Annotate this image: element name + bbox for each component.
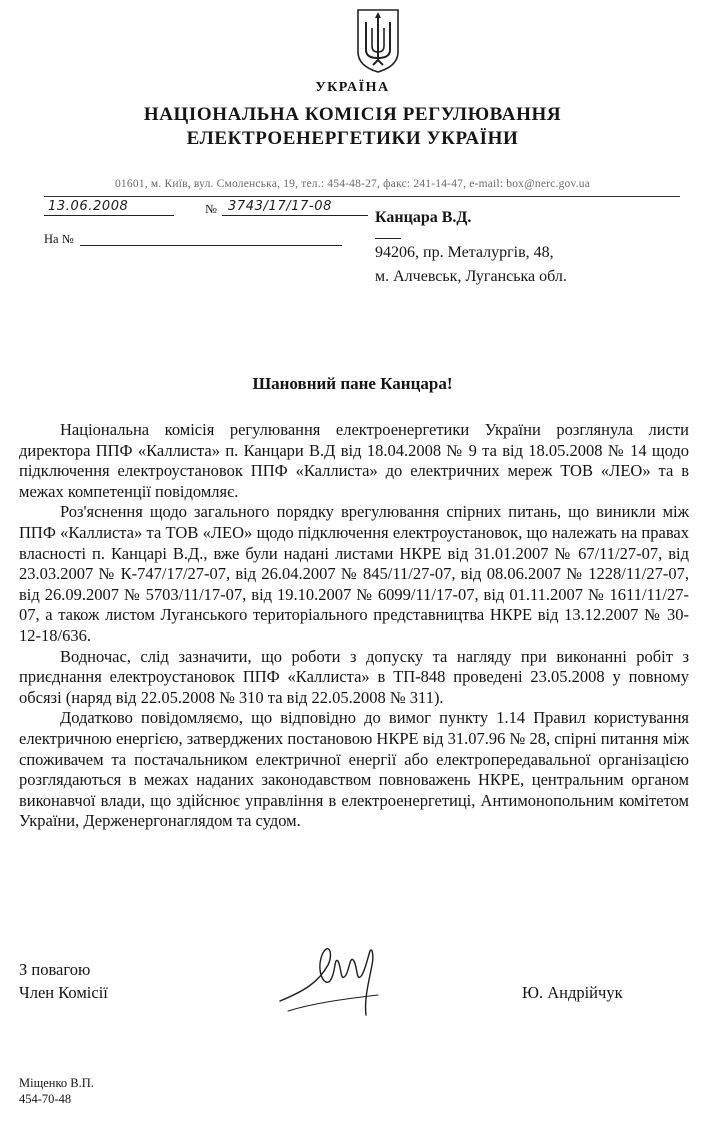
reference-field bbox=[80, 230, 342, 246]
address-line2: м. Алчевськ, Луганська обл. bbox=[375, 268, 567, 285]
address-divider bbox=[375, 238, 401, 239]
header-divider bbox=[44, 196, 680, 197]
contact-details: 01601, м. Київ, вул. Смоленська, 19, тел.: 454-48-27, факс: 241-14-47, e-mail: box@nerc.gov.ua bbox=[114, 178, 591, 190]
body-paragraph: Національна комісія регулювання електроенергетики України розглянула листи директора ППФ «Каллиста» п. Канцари В.Д від 18.04.2008 № 9 та від 18.05.2008 № 14 щодо підключення електроустановок ППФ «Каллиста» до електричних мереж ТОВ «ЛЕО» та в межах компетенції повідомляє. bbox=[19, 420, 689, 501]
signer-name: Ю. Андрійчук bbox=[522, 983, 623, 1002]
address-line1: 94206, пр. Металургів, 48, bbox=[375, 244, 554, 261]
number-field bbox=[222, 200, 368, 216]
tryzub-emblem-icon bbox=[355, 6, 401, 74]
signer-title: Член Комісії bbox=[19, 983, 108, 1002]
body-paragraph: Водночас, слід зазначити, що роботи з допуску та нагляду при виконанні робіт з приєднання електроустановок ППФ «Каллиста» в ТП-848 проведені 23.05.2008 у повному обсязі (наряд від 22.05.2008 № 310 та від 22.05.2008 № 311). bbox=[19, 646, 689, 707]
greeting: Шановний пане Канцара! bbox=[252, 374, 453, 393]
reference-label: На № bbox=[44, 232, 74, 246]
closing-regards: З повагою bbox=[19, 960, 91, 979]
country-name: УКРАЇНА bbox=[315, 80, 390, 95]
date-field bbox=[44, 200, 174, 216]
number-label: № bbox=[205, 202, 217, 216]
letter-body bbox=[19, 420, 689, 832]
body-paragraph: Роз'яснення щодо загального порядку врегулювання спірних питань, що виникли між ППФ «Каллиста» та ТОВ «ЛЕО» щодо підключення електроустановок, що належать на правах власності п. Канцарі В.Д., вже були надані листами НКРЕ від 31.01.2007 № 67/11/27-07, від 23.03.2007 № К-747/17/27-07, від 26.04.2007 № 845/11/27-07, від 08.06.2007 № 1228/11/27-07, від 26.09.2007 № 5703/11/17-07, від 19.10.2007 № 6099/11/17-07, від 01.11.2007 № 1611/11/27-07, а також листом Луганського територіального представництва НКРЕ від 13.12.2007 № 30-12-18/636. bbox=[19, 502, 689, 645]
organization-name-line2: ЕЛЕКТРОЕНЕРГЕТИКИ УКРАЇНИ bbox=[186, 128, 519, 149]
body-paragraph: Додатково повідомляємо, що відповідно до вимог пункту 1.14 Правил користування електричною енергією, затверджених постановою НКРЕ від 31.07.96 № 28, спірні питання між споживачем та постачальником електричної енергії або електропередавальної організацією розглядаються в межах наданих законодавством повноважень НКРЕ, центральним органом виконавчої влади, що здійснює управління в електроенергетиці, Антимонопольним комітетом України, Держенергонаглядом та судом. bbox=[19, 708, 689, 831]
executor-phone: 454-70-48 bbox=[19, 1092, 72, 1106]
addressee-name: Канцара В.Д. bbox=[375, 209, 472, 226]
date-handwritten: 13.06.2008 bbox=[48, 199, 129, 214]
handwritten-signature-icon bbox=[274, 925, 404, 1025]
organization-name-line1: НАЦІОНАЛЬНА КОМІСІЯ РЕГУЛЮВАННЯ bbox=[143, 104, 562, 125]
executor-name: Міщенко В.П. bbox=[19, 1076, 94, 1090]
number-handwritten: 3743/17/17-08 bbox=[228, 199, 332, 214]
